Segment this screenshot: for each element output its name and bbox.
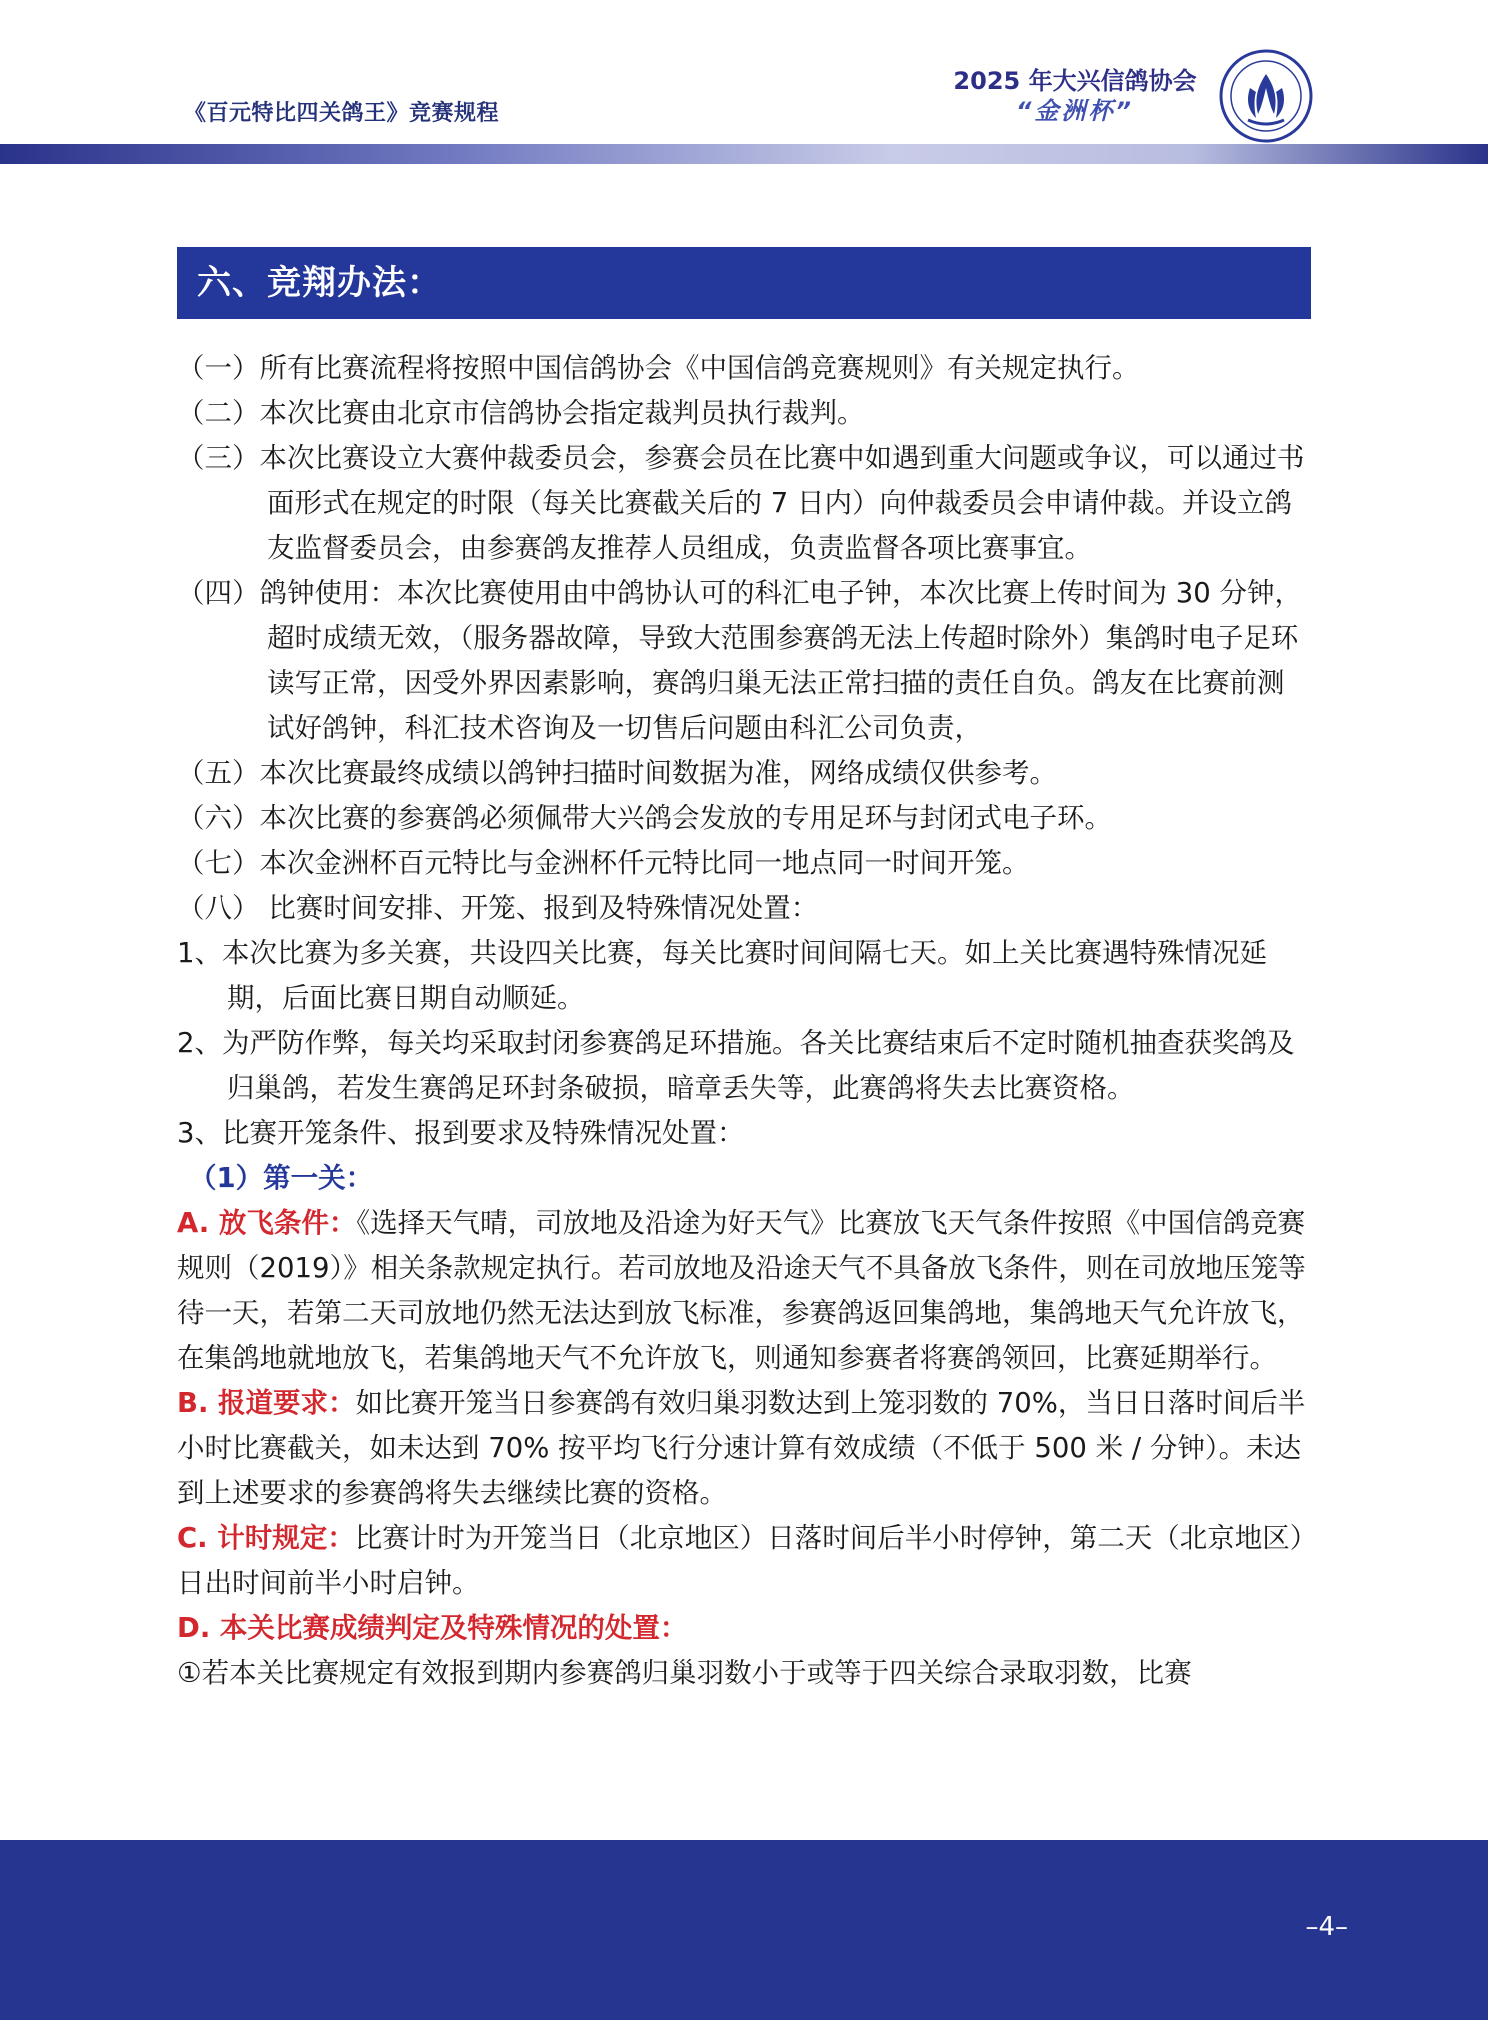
section-title: 六、竞翔办法：: [197, 263, 442, 303]
clause-text: 《选择天气晴，司放地及沿途为好天气》比赛放飞天气条件按照《中国信鸽竞赛规则（2019）》相关条款规定执行。若司放地及沿途天气不具备放飞条件，则在司放地压笼等待一天，若第二天司放地仍然无法达到放飞标准，参赛鸽返回集鸽地，集鸽地天气允许放飞，在集鸽地就地放飞，若集鸽地天气不允许放飞，则通知参赛者将赛鸽领回，比赛延期举行。: [177, 1207, 1306, 1374]
header-band: [0, 144, 1488, 164]
page-number: –4–: [1305, 1912, 1348, 1942]
rule-text: 本次比赛设立大赛仲裁委员会，参赛会员在比赛中如遇到重大问题或争议，可以通过书面形式在规定的时限（每关比赛截关后的 7 日内）向仲裁委员会申请仲裁。并设立鸽友监督委员会，由参赛鸽友推荐人员组成，负责监督各项比赛事宜。: [259, 442, 1305, 564]
clause-text: 如比赛开笼当日参赛鸽有效归巢羽数达到上笼羽数的 70%，当日日落时间后半小时比赛截关，如未达到 70% 按平均飞行分速计算有效成绩（不低于 500 米 / 分钟）。未达到上述要求的参赛鸽将失去继续比赛的资格。: [177, 1387, 1306, 1509]
numbered-label: 3、: [177, 1117, 222, 1149]
numbered-item: [177, 1021, 1311, 1111]
event-heading: [930, 66, 1220, 126]
rule-text: 所有比赛流程将按照中国信鸽协会《中国信鸽竞赛规则》有关规定执行。: [259, 352, 1140, 384]
rules-content: [177, 346, 1311, 1696]
document-title: 《百元特比四关鸽王》竞赛规程: [184, 101, 500, 126]
clause: [177, 1201, 1311, 1381]
rule-text: 本次比赛最终成绩以鸽钟扫描时间数据为准，网络成绩仅供参考。: [259, 757, 1057, 789]
numbered-text: 比赛开笼条件、报到要求及特殊情况处置：: [222, 1117, 745, 1149]
clause-detail-line: ①若本关比赛规定有效报到期内参赛鸽归巢羽数小于或等于四关综合录取羽数，比赛: [177, 1657, 1192, 1689]
rule-label: （七）: [177, 847, 260, 879]
association-logo-icon: [1218, 48, 1314, 144]
clause: [177, 1381, 1311, 1516]
rule-label: （二）: [177, 397, 260, 429]
numbered-item: [177, 931, 1311, 1021]
clause-label: A. 放飞条件：: [177, 1207, 357, 1239]
rule-label: （四）: [177, 577, 260, 609]
clause-text: 比赛计时为开笼当日（北京地区）日落时间后半小时停钟，第二天（北京地区）日出时间前半小时启钟。: [177, 1522, 1304, 1599]
rule-text: 本次比赛的参赛鸽必须佩带大兴鸽会发放的专用足环与封闭式电子环。: [259, 802, 1112, 834]
clause-label: B. 报道要求：: [177, 1387, 356, 1419]
rule-item: [177, 436, 1311, 571]
rule-item: [177, 391, 1311, 436]
footer-band: [0, 1840, 1488, 2020]
rule-label: （五）: [177, 757, 260, 789]
numbered-label: 1、: [177, 937, 222, 969]
rule-item: [177, 571, 1311, 751]
clause: [177, 1606, 1311, 1651]
rule-item: [177, 751, 1311, 796]
stage-subheading: （1）第一关：: [189, 1162, 374, 1194]
rule-item: [177, 796, 1311, 841]
event-cup-name: “金洲杯”: [1016, 97, 1134, 125]
clause-label: C. 计时规定：: [177, 1522, 355, 1554]
clause-label: D. 本关比赛成绩判定及特殊情况的处置：: [177, 1612, 688, 1644]
rule-text: 本次金洲杯百元特比与金洲杯仟元特比同一地点同一时间开笼。: [259, 847, 1030, 879]
clause: [177, 1516, 1311, 1606]
numbered-label: 2、: [177, 1027, 222, 1059]
numbered-text: 为严防作弊，每关均采取封闭参赛鸽足环措施。各关比赛结束后不定时随机抽查获奖鸽及归巢鸽，若发生赛鸽足环封条破损，暗章丢失等，此赛鸽将失去比赛资格。: [222, 1027, 1295, 1104]
numbered-item: [177, 1111, 1311, 1156]
rule-label: （三）: [177, 442, 260, 474]
section-heading-bar: [177, 247, 1311, 319]
numbered-text: 本次比赛为多关赛，共设四关比赛，每关比赛时间间隔七天。如上关比赛遇特殊情况延期，后面比赛日期自动顺延。: [222, 937, 1267, 1014]
rule-item: [177, 886, 1311, 931]
rule-item: [177, 346, 1311, 391]
rule-label: （一）: [177, 352, 260, 384]
rule-text: 比赛时间安排、开笼、报到及特殊情况处置：: [259, 892, 819, 924]
rule-text: 鸽钟使用：本次比赛使用由中鸽协认可的科汇电子钟，本次比赛上传时间为 30 分钟，超时成绩无效，（服务器故障，导致大范围参赛鸽无法上传超时除外）集鸽时电子足环读写正常，因受外界因素影响，赛鸽归巢无法正常扫描的责任自负。鸽友在比赛前测试好鸽钟，科汇技术咨询及一切售后问题由科汇公司负责，: [259, 577, 1302, 744]
rule-text: 本次比赛由北京市信鸽协会指定裁判员执行裁判。: [259, 397, 865, 429]
rule-label: （六）: [177, 802, 260, 834]
event-name: 2025 年大兴信鸽协会: [953, 67, 1197, 95]
rule-item: [177, 841, 1311, 886]
rule-label: （八）: [177, 892, 260, 924]
